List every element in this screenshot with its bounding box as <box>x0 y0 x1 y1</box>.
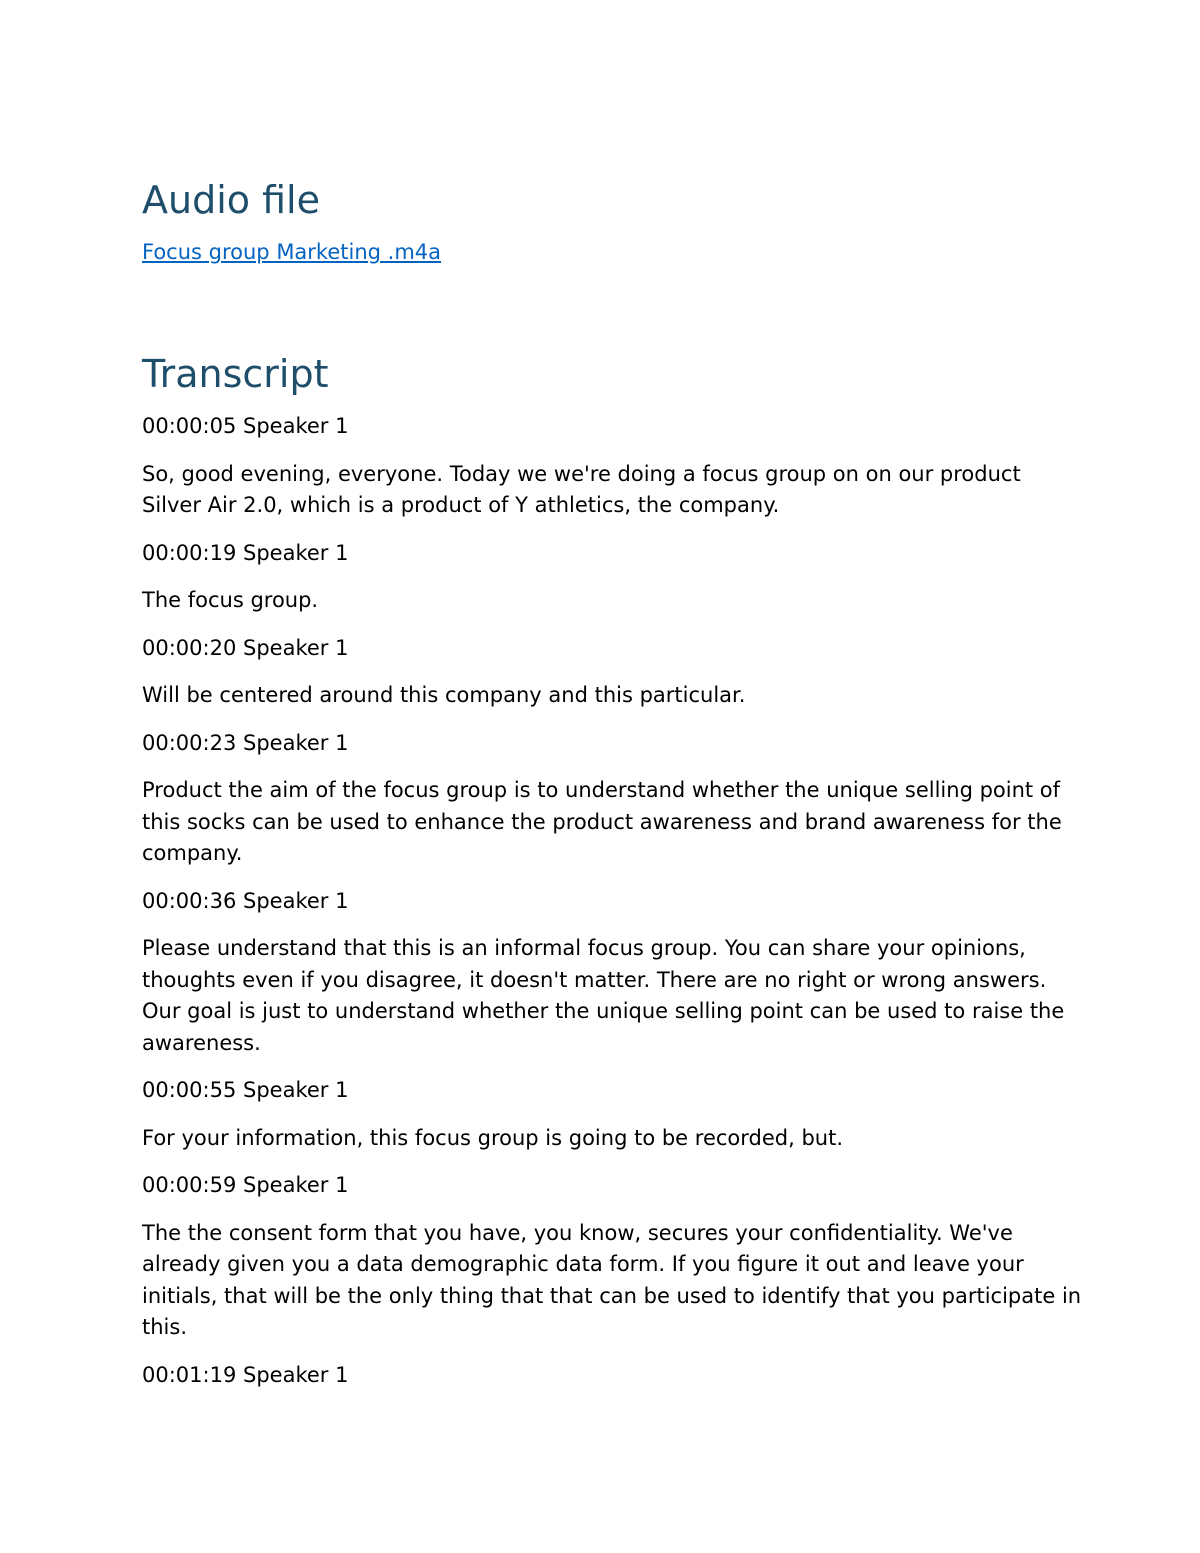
audio-file-link[interactable]: Focus group Marketing .m4a <box>142 240 442 264</box>
entry-timestamp: 00:00:20 Speaker 1 <box>142 635 349 660</box>
entry-text: The the consent form that you have, you know, secures your confidentiality. We've already given you a data demographic data form. If you figure it out and leave your initials, that will be the only thing that that can be used to identify that you participate in this. <box>142 1220 1082 1339</box>
transcript-entry <box>142 1360 1082 1392</box>
transcript-entry <box>142 728 1082 870</box>
transcript-heading: Transcript <box>142 352 329 396</box>
transcript-entry <box>142 886 1082 1060</box>
entry-text: So, good evening, everyone. Today we we're doing a focus group on on our product Silver Air 2.0, which is a product of Y athletics, the company. <box>142 461 1021 517</box>
entry-timestamp: 00:00:23 Speaker 1 <box>142 730 349 755</box>
entry-timestamp: 00:00:19 Speaker 1 <box>142 540 349 565</box>
transcript-entry <box>142 1075 1082 1154</box>
entry-timestamp: 00:00:55 Speaker 1 <box>142 1078 349 1102</box>
entry-timestamp: 00:01:19 Speaker 1 <box>142 1362 349 1387</box>
entry-timestamp: 00:00:36 Speaker 1 <box>142 888 349 913</box>
entry-text: Will be centered around this company and this particular. <box>142 683 746 707</box>
entry-timestamp: 00:00:59 Speaker 1 <box>142 1173 349 1197</box>
transcript-entry <box>142 411 1082 522</box>
entry-text: The focus group. <box>142 588 319 612</box>
transcript-entry <box>142 633 1082 712</box>
entry-text: Please understand that this is an informal focus group. You can share your opinions, thoughts even if you disagree, it doesn't matter. There are no right or wrong answers. Our goal is just to understand whether the unique selling point can be used to raise the awareness. <box>142 936 1065 1055</box>
transcript-body <box>142 411 1082 1407</box>
entry-text: Product the aim of the focus group is to understand whether the unique selling point of this socks can be used to enhance the product awareness and brand awareness for the company. <box>142 778 1062 865</box>
transcript-entry <box>142 538 1082 617</box>
transcript-entry <box>142 1170 1082 1344</box>
entry-text: For your information, this focus group is going to be recorded, but. <box>142 1125 843 1150</box>
entry-timestamp: 00:00:05 Speaker 1 <box>142 414 349 438</box>
audio-file-heading: Audio file <box>142 178 320 222</box>
